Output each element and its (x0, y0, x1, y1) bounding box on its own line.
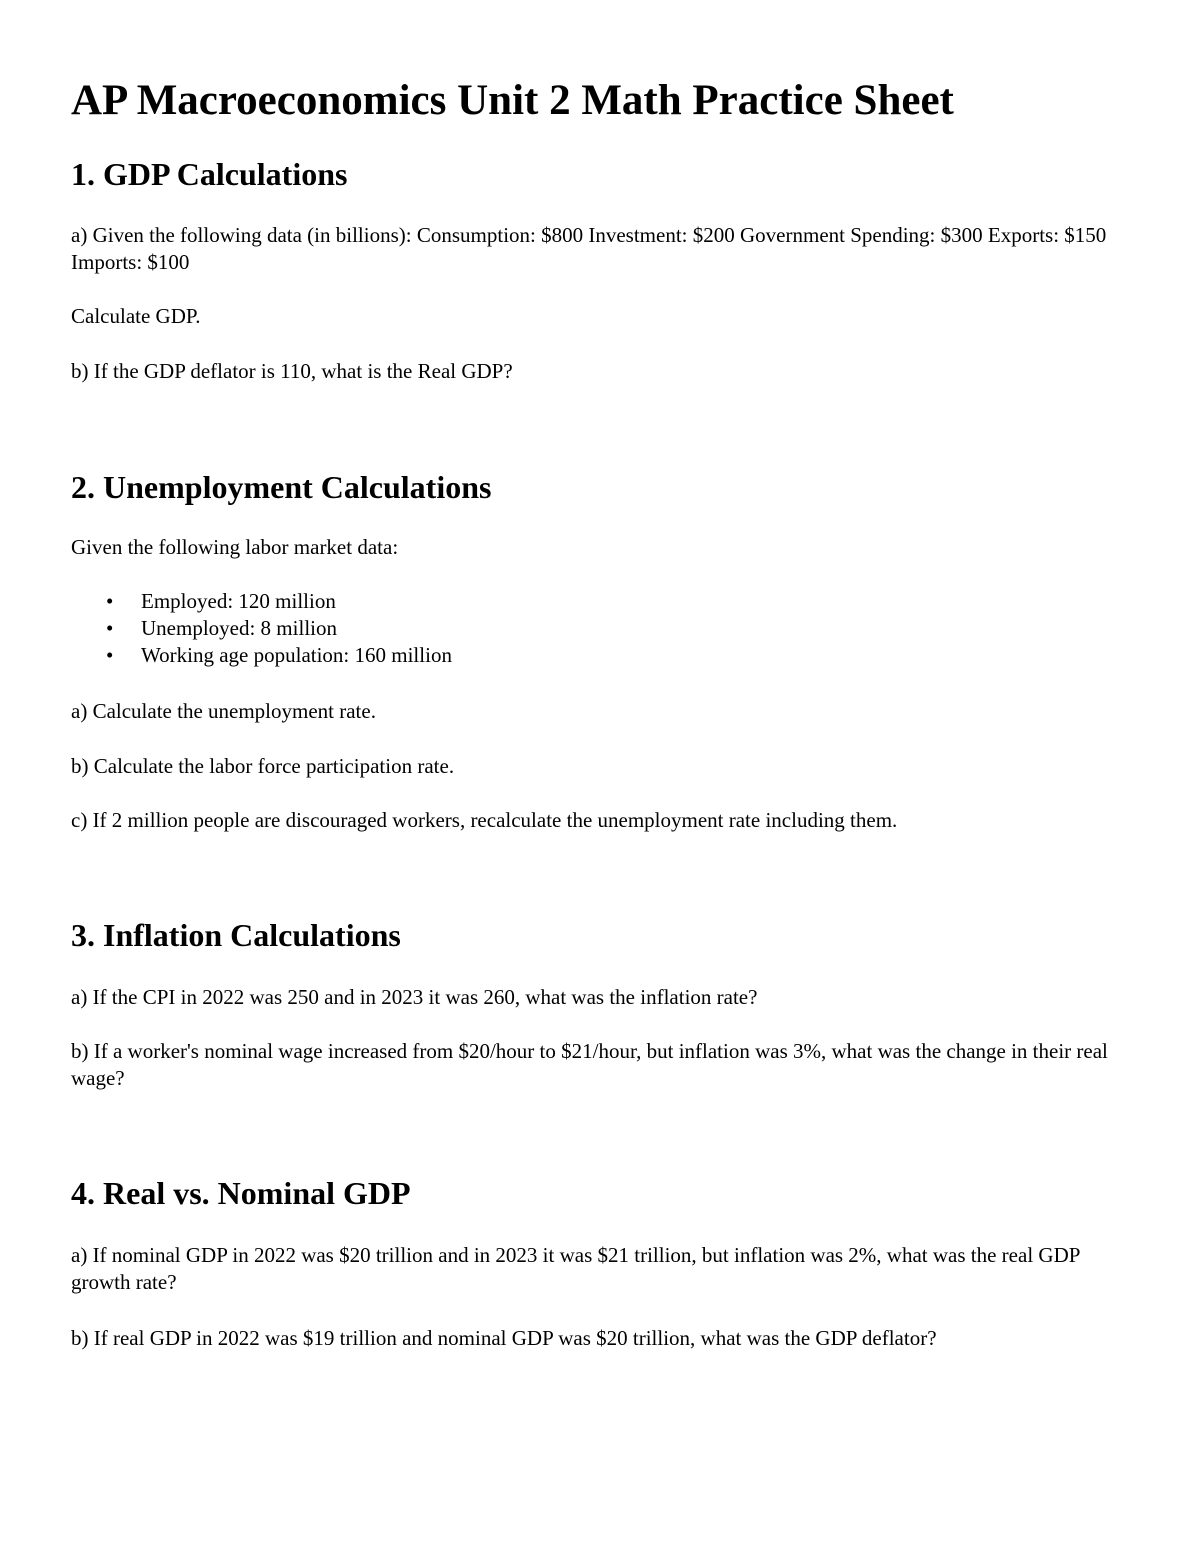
list-item (71, 642, 452, 669)
real-nominal-question-b: b) If real GDP in 2022 was $19 trillion and nominal GDP was $20 trillion, what was the GDP deflator? (71, 1326, 937, 1350)
unemployment-question-a: a) Calculate the unemployment rate. (71, 699, 376, 723)
list-item (71, 615, 452, 642)
real-nominal-question-a: a) If nominal GDP in 2022 was $20 trillion and in 2023 it was $21 trillion, but inflation was 2%, what was the real GDP growth rate? (71, 1243, 1080, 1294)
bullet-icon: • (106, 589, 114, 613)
bullet-icon: • (106, 616, 114, 640)
unemployment-intro: Given the following labor market data: (71, 535, 399, 559)
gdp-question-a: a) Given the following data (in billions): Consumption: $800 Investment: $200 Government Spending: $300 Exports: $150 Imports: $100 (71, 223, 1107, 274)
page-title: AP Macroeconomics Unit 2 Math Practice Sheet (71, 77, 954, 124)
bullet-icon: • (106, 643, 114, 667)
section-heading-gdp: 1. GDP Calculations (71, 156, 348, 192)
list-item (71, 588, 452, 615)
list-item-text: Working age population: 160 million (141, 643, 452, 667)
section-heading-inflation: 3. Inflation Calculations (71, 917, 401, 953)
unemployment-question-b: b) Calculate the labor force participation rate. (71, 754, 455, 778)
section-heading-unemployment: 2. Unemployment Calculations (71, 469, 492, 505)
labor-data-list (71, 588, 452, 669)
inflation-question-b: b) If a worker's nominal wage increased from $20/hour to $21/hour, but inflation was 3%, what was the change in their real wage? (71, 1039, 1108, 1090)
list-item-text: Unemployed: 8 million (141, 616, 337, 640)
list-item-text: Employed: 120 million (141, 589, 336, 613)
gdp-instruction: Calculate GDP. (71, 304, 201, 328)
unemployment-question-c: c) If 2 million people are discouraged workers, recalculate the unemployment rate including them. (71, 808, 898, 832)
section-heading-real-vs-nominal: 4. Real vs. Nominal GDP (71, 1175, 411, 1211)
gdp-question-b: b) If the GDP deflator is 110, what is the Real GDP? (71, 359, 513, 383)
inflation-question-a: a) If the CPI in 2022 was 250 and in 2023 it was 260, what was the inflation rate? (71, 985, 758, 1009)
